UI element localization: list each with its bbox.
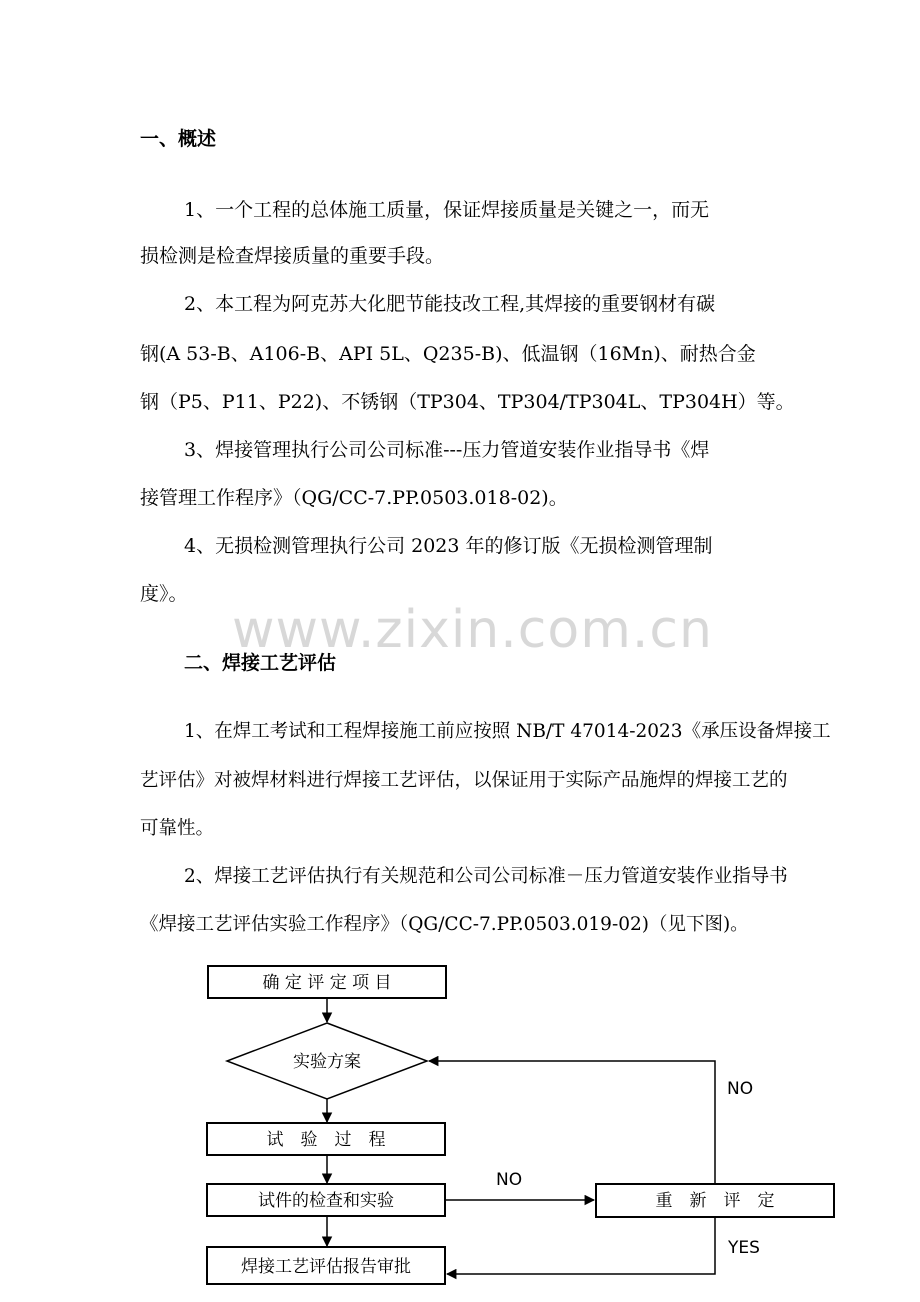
flow-label-no-top: NO: [727, 1079, 754, 1099]
s1-p2-line1: 2、本工程为阿克苏大化肥节能技改工程,其焊接的重要钢材有碳: [184, 293, 716, 315]
flow-text-test-process: 试 验 过 程: [266, 1130, 386, 1150]
s1-p2-line2: 钢(A 53-B、A106-B、API 5L、Q235-B)、低温钢（16Mn)、耐热合金: [140, 343, 756, 365]
flow-text-inspection: 试件的检查和实验: [258, 1191, 394, 1211]
s1-p1-line2: 损检测是检查焊接质量的重要手段。: [140, 245, 445, 267]
s1-p3-line2: 接管理工作程序》（QG/CC-7.PP.0503.018-02)。: [140, 487, 568, 509]
s2-p1-line3: 可靠性。: [140, 818, 215, 839]
flow-text-define-items: 确 定 评 定 项 目: [262, 973, 392, 993]
s1-p2-line3: 钢（P5、P11、P22)、不锈钢（TP304、TP304/TP304L、TP304H）等。: [140, 391, 795, 413]
section2-heading: 二、焊接工艺评估: [184, 652, 337, 674]
section1-heading: 一、概述: [140, 128, 217, 150]
flow-text-report-approval: 焊接工艺评估报告审批: [241, 1257, 411, 1277]
s2-p1-line1: 1、在焊工考试和工程焊接施工前应按照 NB/T 47014-2023《承压设备焊接工: [184, 721, 831, 742]
s2-p1-line2: 艺评估》对被焊材料进行焊接工艺评估，以保证用于实际产品施焊的焊接工艺的: [140, 770, 788, 791]
s2-p2-line2: 《焊接工艺评估实验工作程序》（QG/CC-7.PP.0503.019-02)（见下图)。: [140, 914, 749, 935]
s1-p3-line1: 3、焊接管理执行公司公司标准---压力管道安装作业指导书《焊: [184, 439, 710, 461]
flow-text-reevaluate: 重 新 评 定: [655, 1191, 775, 1211]
s1-p4-line2: 度》。: [140, 583, 188, 605]
flow-text-plan: 实验方案: [293, 1052, 361, 1072]
flow-label-no-mid: NO: [496, 1170, 523, 1190]
watermark: www.zixin.com.cn: [232, 600, 713, 660]
flow-label-yes: YES: [728, 1238, 760, 1258]
s1-p4-line1: 4、无损检测管理执行公司 2023 年的修订版《无损检测管理制: [184, 535, 713, 557]
s2-p2-line1: 2、焊接工艺评估执行有关规范和公司公司标准－压力管道安装作业指导书: [184, 866, 788, 887]
flow-arrow-no-to-plan: [429, 1061, 715, 1184]
flow-arrow-yes-to-report: [447, 1217, 715, 1274]
s1-p1-line1: 1、一个工程的总体施工质量，保证焊接质量是关键之一，而无: [184, 199, 710, 221]
